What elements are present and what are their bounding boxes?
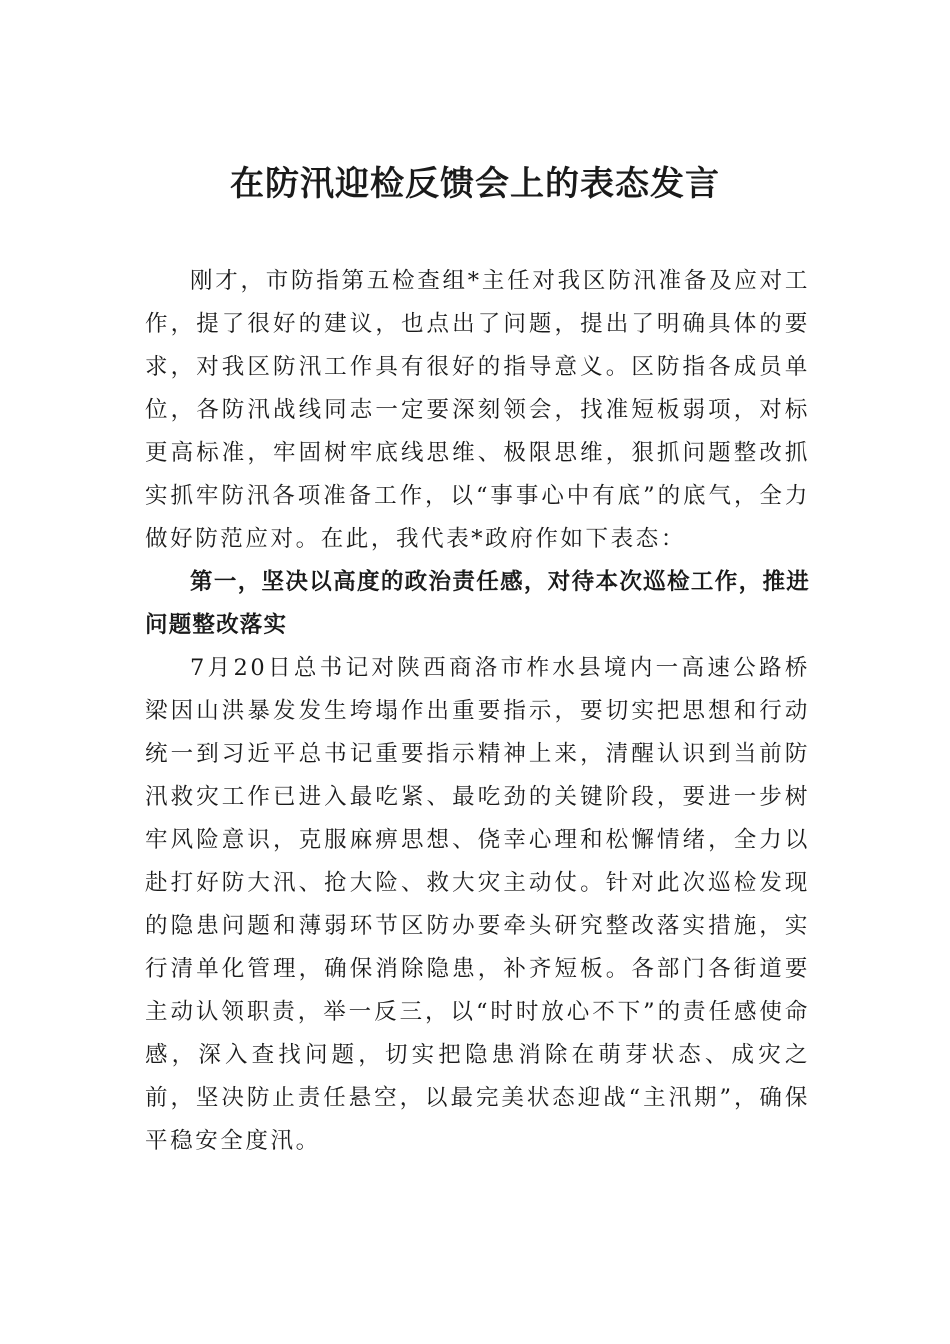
- section-heading-first: 第一，坚决以高度的政治责任感，对待本次巡检工作，推进问题整改落实: [145, 569, 810, 638]
- intro-paragraph: 刚才，市防指第五检查组*主任对我区防汛准备及应对工作，提了很好的建议，也点出了问题，提出了明确具体的要求，对我区防汛工作具有很好的指导意义。区防指各成员单位，各防汛战线同志一定要深刻领会，找准短板弱项，对标更高标准，牢固树牢底线思维、极限思维，狠抓问题整改抓实抓牢防汛各项准备工作，以“事事心中有底”的底气，全力做好防范应对。在此，我代表*政府作如下表态：: [145, 268, 810, 552]
- document-body: [145, 260, 810, 1163]
- document-title: 在防汛迎检反馈会上的表态发言: [230, 164, 720, 204]
- section-paragraph-first: 7月20日总书记对陕西商洛市柞水县境内一高速公路桥梁因山洪暴发发生垮塌作出重要指示，要切实把思想和行动统一到习近平总书记重要指示精神上来，清醒认识到当前防汛救灾工作已进入最吃紧、最吃劲的关键阶段，要进一步树牢风险意识，克服麻痹思想、侥幸心理和松懈情绪，全力以赴打好防大汛、抢大险、救大灾主动仗。针对此次巡检发现的隐患问题和薄弱环节区防办要牵头研究整改落实措施，实行清单化管理，确保消除隐患，补齐短板。各部门各街道要主动认领职责，举一反三，以“时时放心不下”的责任感使命感，深入查找问题，切实把隐患消除在萌芽状态、成灾之前，坚决防止责任悬空，以最完美状态迎战“主汛期”，确保平稳安全度汛。: [145, 655, 810, 1154]
